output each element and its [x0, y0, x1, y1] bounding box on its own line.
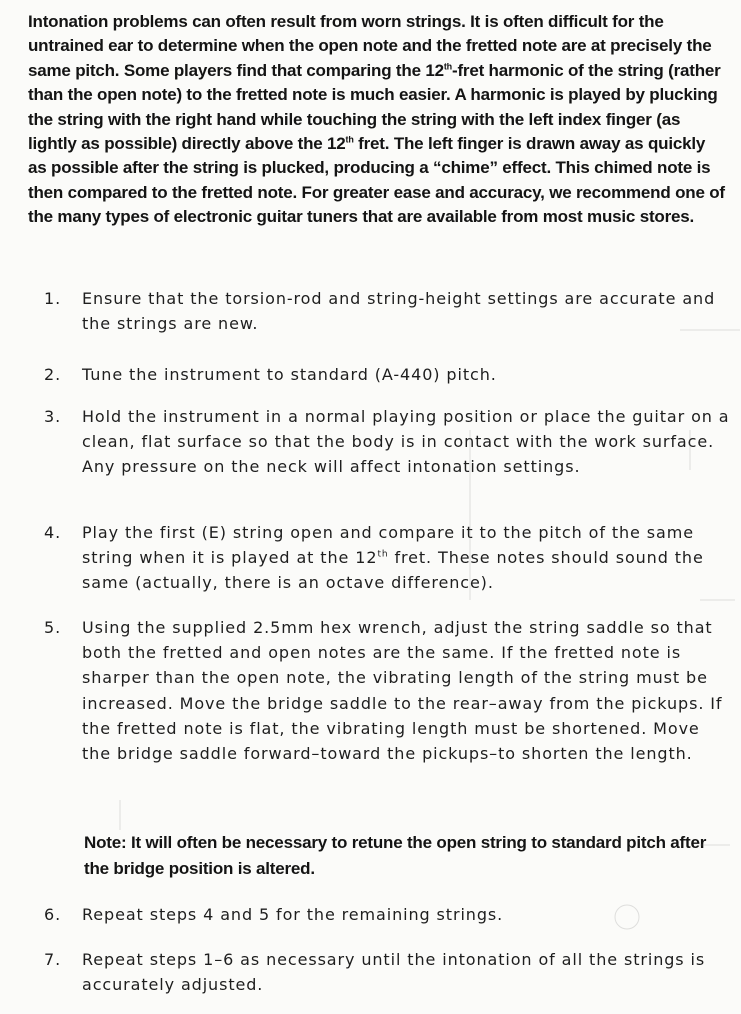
step-text: Play the first (E) string open and compare it to the pitch of the same string when it is played at the 12th fret. These notes should sound the same (actually, there is an octave difference). [82, 523, 704, 593]
step-2 [44, 362, 734, 387]
step-number: 3. [44, 407, 62, 426]
step-7 [44, 947, 734, 997]
step-1 [44, 286, 734, 336]
step-6 [44, 902, 734, 927]
step-text: Ensure that the torsion-rod and string-height settings are accurate and the strings are new. [82, 289, 716, 334]
steps-list [44, 286, 734, 767]
step-number: 2. [44, 365, 62, 384]
step-4 [44, 520, 734, 596]
step-3 [44, 404, 734, 505]
steps-list-continued [44, 902, 734, 997]
step-text: Tune the instrument to standard (A-440) pitch. [82, 365, 497, 384]
step-number: 1. [44, 289, 62, 308]
step-text: Repeat steps 1–6 as necessary until the intonation of all the strings is accurately adjusted. [82, 950, 706, 995]
step-5 [44, 615, 734, 767]
step-text: Hold the instrument in a normal playing position or place the guitar on a clean, flat surface so that the body is in contact with the work surface. Any pressure on the neck will affect intonation settings. [82, 407, 730, 477]
step-number: 6. [44, 905, 62, 924]
step-number: 5. [44, 618, 62, 637]
step-text: Repeat steps 4 and 5 for the remaining strings. [82, 905, 504, 924]
intro-paragraph: Intonation problems can often result from worn strings. It is often difficult for the untrained ear to determine when the open note and the fretted note are at precisely the same pitch. Some players find that comparing the 12th-fret harmonic of the string (rather than the open note) to the fretted note is much easier. A harmonic is played by plucking the string with the right hand while touching the string with the left index finger (as lightly as possible) directly above the 12th fret. The left finger is drawn away as quickly as possible after the string is plucked, producing a “chime” effect. This chimed note is then compared to the fretted note. For greater ease and accuracy, we recommend one of the many types of electronic guitar tuners that are available from most music stores. [28, 12, 725, 227]
step-number: 7. [44, 950, 62, 969]
step-number: 4. [44, 523, 62, 542]
step-text: Using the supplied 2.5mm hex wrench, adjust the string saddle so that both the fretted and open notes are the same. If the fretted note is sharper than the open note, the vibrating length of the string must be increased. Move the bridge saddle to the rear–away from the pickups. If the fretted note is flat, the vibrating length must be shortened. Move the bridge saddle forward–toward the pickups–to shorten the length. [82, 618, 723, 764]
note-paragraph: Note: It will often be necessary to retune the open string to standard pitch after the bridge position is altered. [84, 833, 707, 878]
